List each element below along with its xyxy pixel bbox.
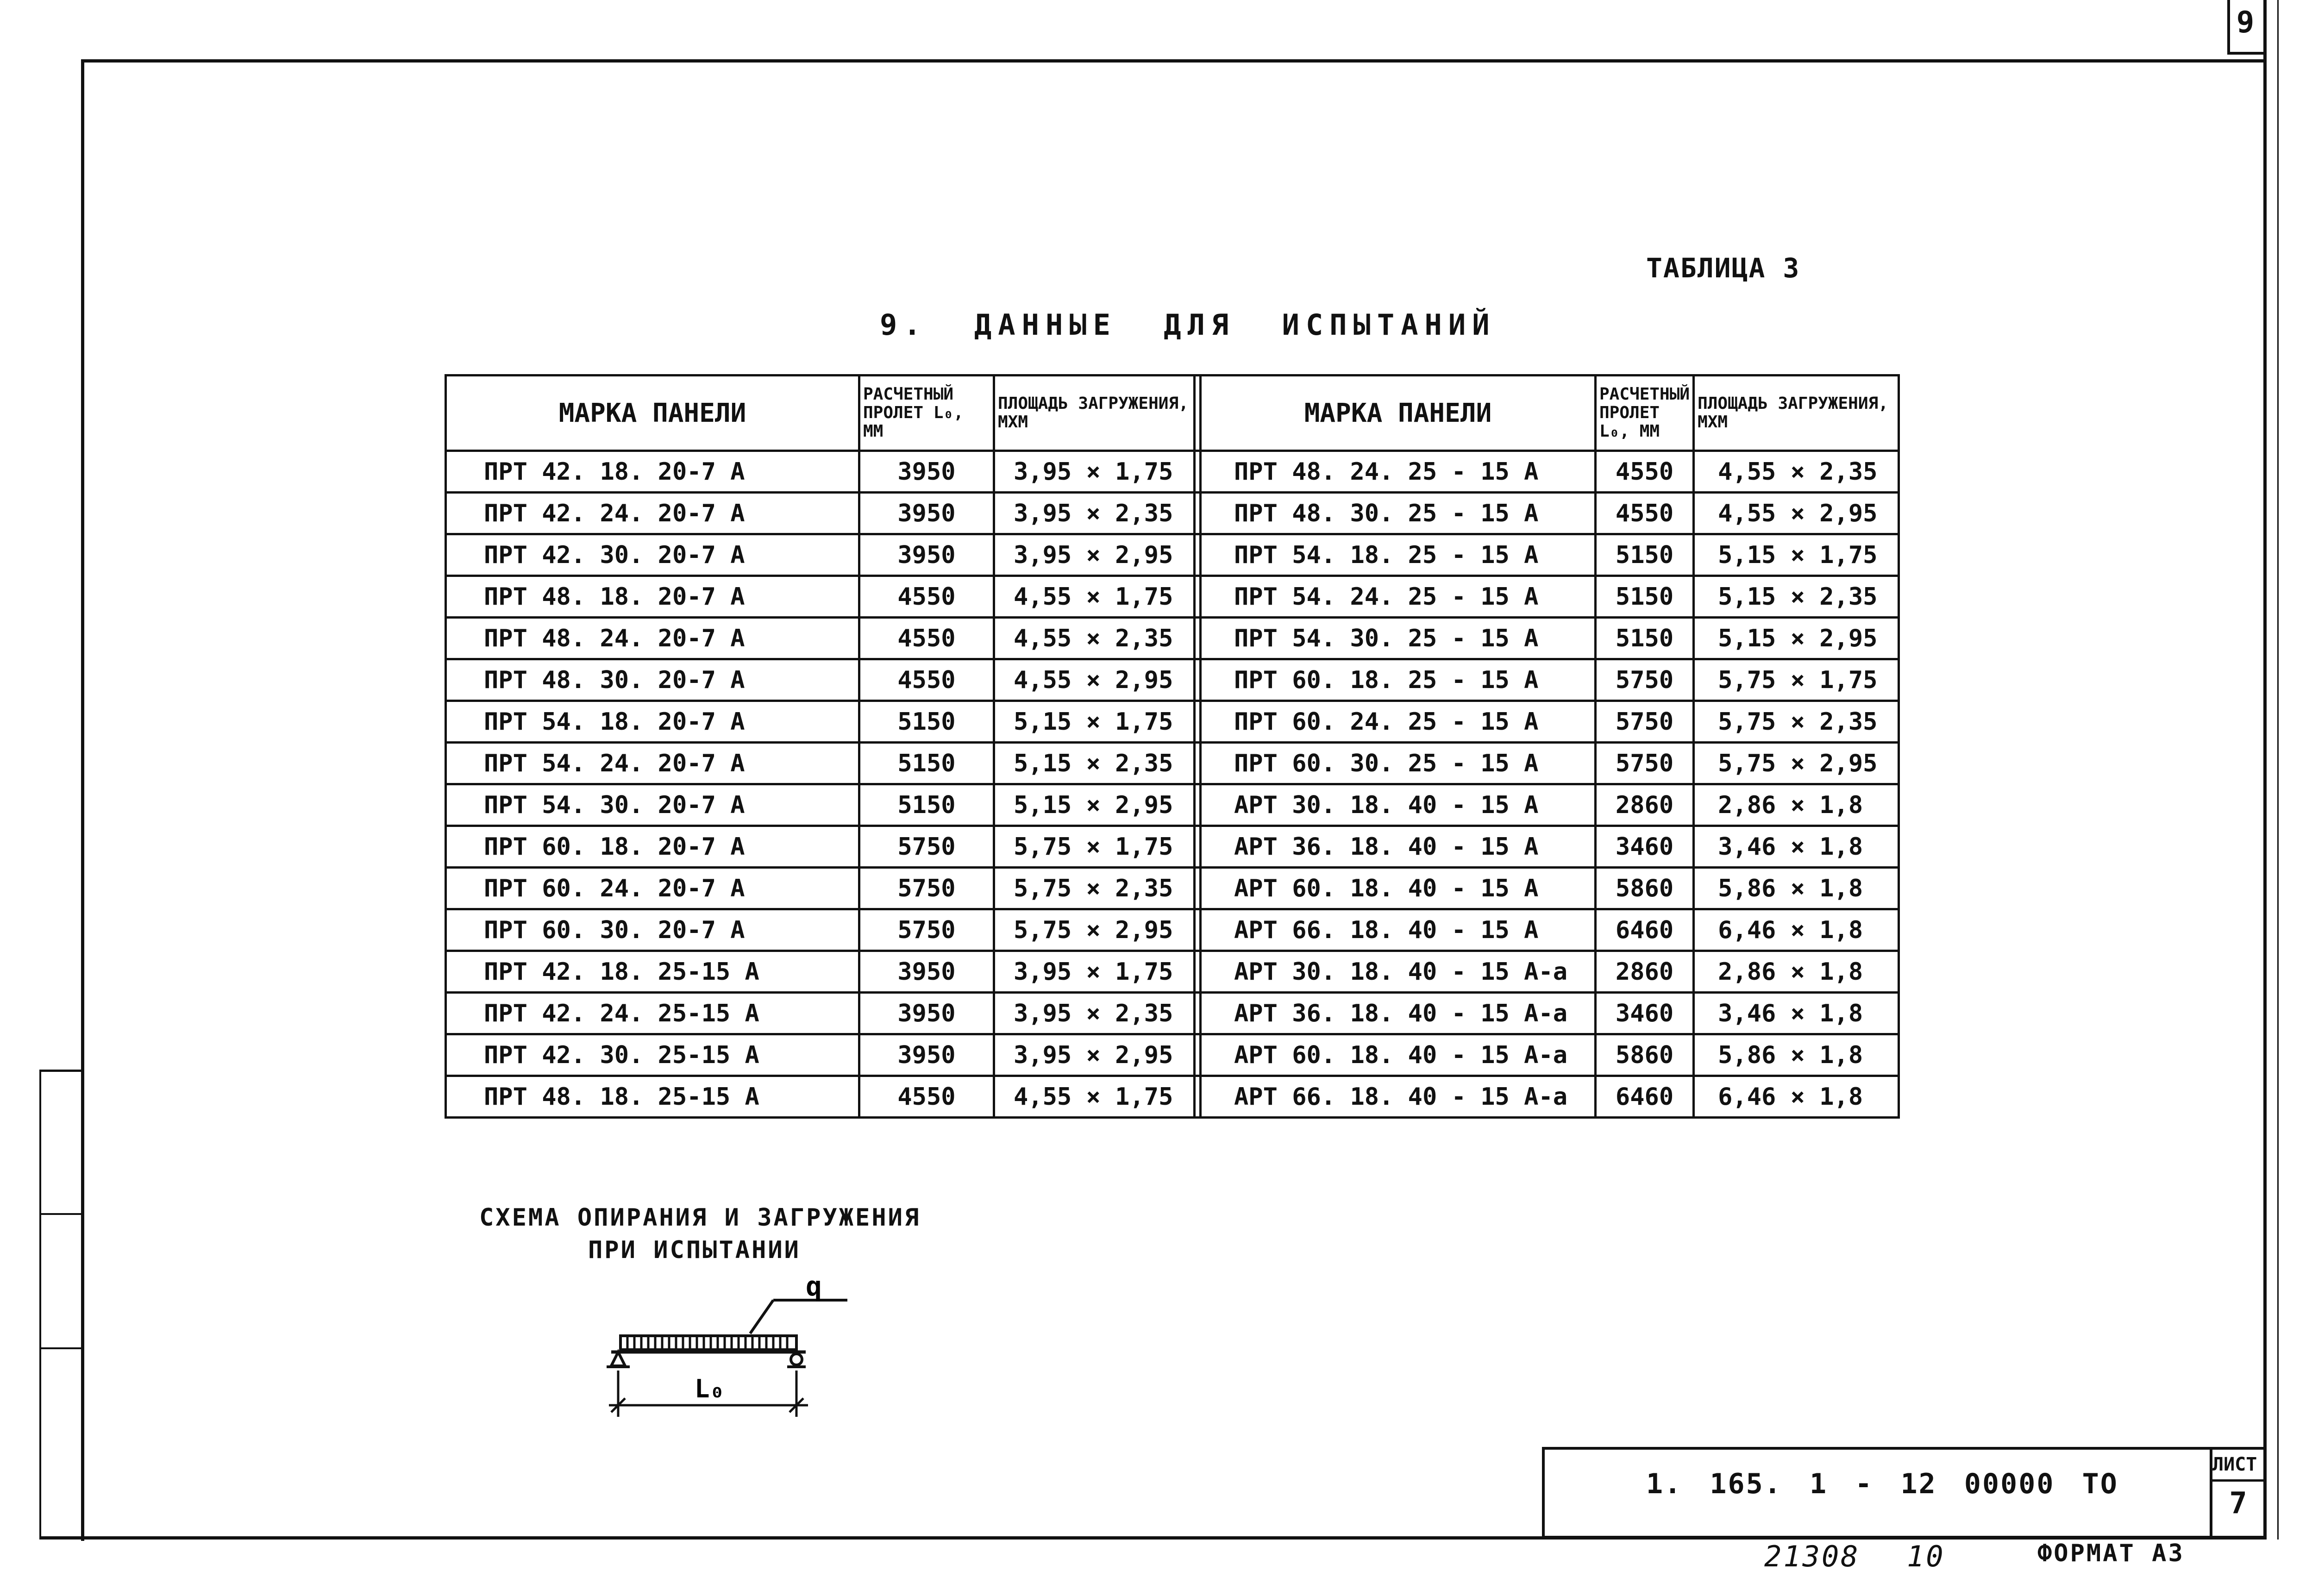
cell-area: 3,95 × 2,95	[994, 534, 1195, 576]
table-row	[446, 534, 1899, 576]
cell-area: 3,95 × 2,35	[994, 493, 1195, 534]
cell-mark: ПРТ 42. 24. 20-7 А	[446, 493, 859, 534]
sheet-number: 7	[2229, 1486, 2247, 1521]
left-support	[607, 1352, 630, 1367]
cell-span-right: 5150	[1596, 576, 1694, 618]
cell-area-right: 3,46 × 1,8	[1694, 826, 1899, 868]
cell-mark: ПРТ 42. 30. 20-7 А	[446, 534, 859, 576]
cell-span-right: 5150	[1596, 534, 1694, 576]
inventory-number: 21308 10	[1764, 1540, 1945, 1573]
table-label: ТАБЛИЦА 3	[1646, 252, 1800, 284]
table-row	[446, 451, 1899, 493]
cell-mark: ПРТ 54. 30. 20-7 А	[446, 784, 859, 826]
cell-mark-right: АРТ 60. 18. 40 - 15 А	[1201, 868, 1596, 909]
cell-area: 4,55 × 1,75	[994, 1076, 1195, 1118]
cell-mark: ПРТ 60. 18. 20-7 А	[446, 826, 859, 868]
cell-mark: ПРТ 48. 24. 20-7 А	[446, 618, 859, 659]
cell-area: 3,95 × 2,95	[994, 1034, 1195, 1076]
header-mark-right: МАРКА ПАНЕЛИ	[1201, 376, 1596, 451]
cell-area-right: 5,15 × 1,75	[1694, 534, 1899, 576]
cell-span-right: 5860	[1596, 868, 1694, 909]
cell-mark-right: АРТ 36. 18. 40 - 15 А-а	[1201, 993, 1596, 1034]
cell-area: 5,75 × 1,75	[994, 826, 1195, 868]
cell-area-right: 5,86 × 1,8	[1694, 1034, 1899, 1076]
column-separator	[1195, 1034, 1201, 1076]
table-header-row	[446, 376, 1899, 451]
support-loading-scheme	[597, 1278, 857, 1435]
table-row	[446, 1076, 1899, 1118]
binding-strip	[39, 1070, 83, 1539]
binding-strip-divider	[39, 1213, 83, 1215]
column-separator	[1195, 784, 1201, 826]
cell-span-right: 4550	[1596, 451, 1694, 493]
table-row	[446, 1034, 1899, 1076]
cell-span: 5750	[859, 868, 994, 909]
sheet-box-divider	[2210, 1479, 2267, 1482]
cell-mark-right: ПРТ 48. 24. 25 - 15 А	[1201, 451, 1596, 493]
cell-mark: ПРТ 48. 30. 20-7 А	[446, 659, 859, 701]
cell-area-right: 6,46 × 1,8	[1694, 1076, 1899, 1118]
cell-mark-right: АРТ 66. 18. 40 - 15 А	[1201, 909, 1596, 951]
frame-right-border	[2263, 0, 2267, 1540]
cell-mark: ПРТ 42. 18. 25-15 А	[446, 951, 859, 993]
cell-span: 4550	[859, 659, 994, 701]
binding-strip-divider	[39, 1347, 83, 1349]
header-span: РАСЧЕТНЫЙ ПРОЛЕТ L₀, ММ	[859, 376, 994, 451]
distributed-load	[620, 1336, 796, 1350]
table-row	[446, 951, 1899, 993]
cell-span-right: 5750	[1596, 701, 1694, 743]
table-row	[446, 868, 1899, 909]
column-separator	[1195, 1076, 1201, 1118]
load-leader	[750, 1300, 847, 1333]
cell-mark: ПРТ 42. 24. 25-15 А	[446, 993, 859, 1034]
page-title: 9. ДАННЫЕ ДЛЯ ИСПЫТАНИЙ	[880, 308, 1496, 342]
column-separator	[1195, 826, 1201, 868]
table-row	[446, 743, 1899, 784]
document-code: 1. 165. 1 - 12 00000 ТО	[1646, 1468, 2118, 1500]
header-span-right: РАСЧЕТНЫЙ ПРОЛЕТ L₀, ММ	[1596, 376, 1694, 451]
right-support	[787, 1354, 806, 1367]
table-row	[446, 659, 1899, 701]
cell-area: 4,55 × 2,35	[994, 618, 1195, 659]
cell-mark-right: ПРТ 60. 18. 25 - 15 А	[1201, 659, 1596, 701]
cell-span: 5150	[859, 701, 994, 743]
frame-right-outer-border	[2277, 0, 2279, 1540]
cell-span: 3950	[859, 951, 994, 993]
cell-span: 3950	[859, 493, 994, 534]
cell-span: 3950	[859, 534, 994, 576]
cell-mark-right: ПРТ 54. 24. 25 - 15 А	[1201, 576, 1596, 618]
cell-area-right: 3,46 × 1,8	[1694, 993, 1899, 1034]
cell-span: 4550	[859, 576, 994, 618]
column-separator	[1195, 701, 1201, 743]
table-row	[446, 784, 1899, 826]
table-row	[446, 909, 1899, 951]
cell-mark: ПРТ 54. 24. 20-7 А	[446, 743, 859, 784]
cell-area: 3,95 × 1,75	[994, 451, 1195, 493]
cell-area-right: 6,46 × 1,8	[1694, 909, 1899, 951]
column-separator	[1195, 534, 1201, 576]
cell-area-right: 2,86 × 1,8	[1694, 951, 1899, 993]
cell-span-right: 2860	[1596, 951, 1694, 993]
cell-mark: ПРТ 42. 18. 20-7 А	[446, 451, 859, 493]
cell-mark-right: ПРТ 60. 24. 25 - 15 А	[1201, 701, 1596, 743]
table-row	[446, 576, 1899, 618]
column-separator	[1195, 576, 1201, 618]
header-area-right: ПЛОЩАДЬ ЗАГРУЖЕНИЯ, МХМ	[1694, 376, 1899, 451]
cell-span-right: 6460	[1596, 909, 1694, 951]
cell-span-right: 4550	[1596, 493, 1694, 534]
scheme-title: СХЕМА ОПИРАНИЯ И ЗАГРУЖЕНИЯ	[479, 1204, 921, 1232]
frame-top-border	[81, 59, 2267, 63]
cell-span: 4550	[859, 1076, 994, 1118]
cell-area-right: 5,86 × 1,8	[1694, 868, 1899, 909]
cell-mark: ПРТ 60. 24. 20-7 А	[446, 868, 859, 909]
cell-span: 4550	[859, 618, 994, 659]
cell-span: 3950	[859, 451, 994, 493]
cell-span-right: 2860	[1596, 784, 1694, 826]
cell-mark-right: ПРТ 48. 30. 25 - 15 А	[1201, 493, 1596, 534]
cell-mark-right: АРТ 36. 18. 40 - 15 А	[1201, 826, 1596, 868]
cell-mark: ПРТ 54. 18. 20-7 А	[446, 701, 859, 743]
cell-mark: ПРТ 48. 18. 20-7 А	[446, 576, 859, 618]
cell-mark-right: ПРТ 54. 18. 25 - 15 А	[1201, 534, 1596, 576]
sheet-label: ЛИСТ	[2212, 1454, 2257, 1475]
top-page-number: 9	[2236, 6, 2255, 40]
cell-span: 5750	[859, 909, 994, 951]
cell-area: 5,75 × 2,35	[994, 868, 1195, 909]
column-separator	[1195, 376, 1201, 451]
cell-area: 5,15 × 1,75	[994, 701, 1195, 743]
column-separator	[1195, 909, 1201, 951]
header-area: ПЛОЩАДЬ ЗАГРУЖЕНИЯ, МХМ	[994, 376, 1195, 451]
column-separator	[1195, 993, 1201, 1034]
cell-area: 3,95 × 2,35	[994, 993, 1195, 1034]
cell-area-right: 5,75 × 1,75	[1694, 659, 1899, 701]
column-separator	[1195, 743, 1201, 784]
cell-area-right: 5,75 × 2,35	[1694, 701, 1899, 743]
cell-span-right: 6460	[1596, 1076, 1694, 1118]
cell-span: 5150	[859, 784, 994, 826]
column-separator	[1195, 659, 1201, 701]
cell-mark-right: АРТ 30. 18. 40 - 15 А-а	[1201, 951, 1596, 993]
cell-span: 5750	[859, 826, 994, 868]
cell-area: 5,15 × 2,95	[994, 784, 1195, 826]
cell-area: 5,15 × 2,35	[994, 743, 1195, 784]
column-separator	[1195, 618, 1201, 659]
cell-span-right: 5150	[1596, 618, 1694, 659]
cell-area-right: 5,75 × 2,95	[1694, 743, 1899, 784]
cell-span-right: 5750	[1596, 659, 1694, 701]
column-separator	[1195, 951, 1201, 993]
cell-span-right: 3460	[1596, 993, 1694, 1034]
cell-mark: ПРТ 60. 30. 20-7 А	[446, 909, 859, 951]
cell-area: 3,95 × 1,75	[994, 951, 1195, 993]
cell-mark: ПРТ 48. 18. 25-15 А	[446, 1076, 859, 1118]
table-row	[446, 618, 1899, 659]
cell-area: 5,75 × 2,95	[994, 909, 1195, 951]
cell-span-right: 3460	[1596, 826, 1694, 868]
table-row	[446, 993, 1899, 1034]
cell-span-right: 5750	[1596, 743, 1694, 784]
format-label: ФОРМАТ А3	[2037, 1540, 2185, 1567]
table-row	[446, 493, 1899, 534]
column-separator	[1195, 493, 1201, 534]
cell-mark-right: АРТ 66. 18. 40 - 15 А-а	[1201, 1076, 1596, 1118]
table-body	[446, 451, 1899, 1118]
scheme-subtitle: ПРИ ИСПЫТАНИИ	[588, 1236, 801, 1264]
cell-mark: ПРТ 42. 30. 25-15 А	[446, 1034, 859, 1076]
table-row	[446, 701, 1899, 743]
cell-span-right: 5860	[1596, 1034, 1694, 1076]
cell-mark-right: АРТ 60. 18. 40 - 15 А-а	[1201, 1034, 1596, 1076]
binding-strip-left-line	[39, 1070, 41, 1539]
test-data-table	[445, 374, 1900, 1119]
cell-area: 4,55 × 1,75	[994, 576, 1195, 618]
cell-area-right: 2,86 × 1,8	[1694, 784, 1899, 826]
cell-area-right: 5,15 × 2,95	[1694, 618, 1899, 659]
table-row	[446, 826, 1899, 868]
cell-mark-right: АРТ 30. 18. 40 - 15 А	[1201, 784, 1596, 826]
header-mark: МАРКА ПАНЕЛИ	[446, 376, 859, 451]
cell-area-right: 5,15 × 2,35	[1694, 576, 1899, 618]
load-label: q	[806, 1278, 822, 1302]
column-separator	[1195, 451, 1201, 493]
cell-area-right: 4,55 × 2,35	[1694, 451, 1899, 493]
span-label: L₀	[695, 1374, 725, 1403]
cell-mark-right: ПРТ 60. 30. 25 - 15 А	[1201, 743, 1596, 784]
cell-span: 3950	[859, 993, 994, 1034]
cell-mark-right: ПРТ 54. 30. 25 - 15 А	[1201, 618, 1596, 659]
cell-span: 3950	[859, 1034, 994, 1076]
cell-area-right: 4,55 × 2,95	[1694, 493, 1899, 534]
cell-span: 5150	[859, 743, 994, 784]
cell-area: 4,55 × 2,95	[994, 659, 1195, 701]
column-separator	[1195, 868, 1201, 909]
